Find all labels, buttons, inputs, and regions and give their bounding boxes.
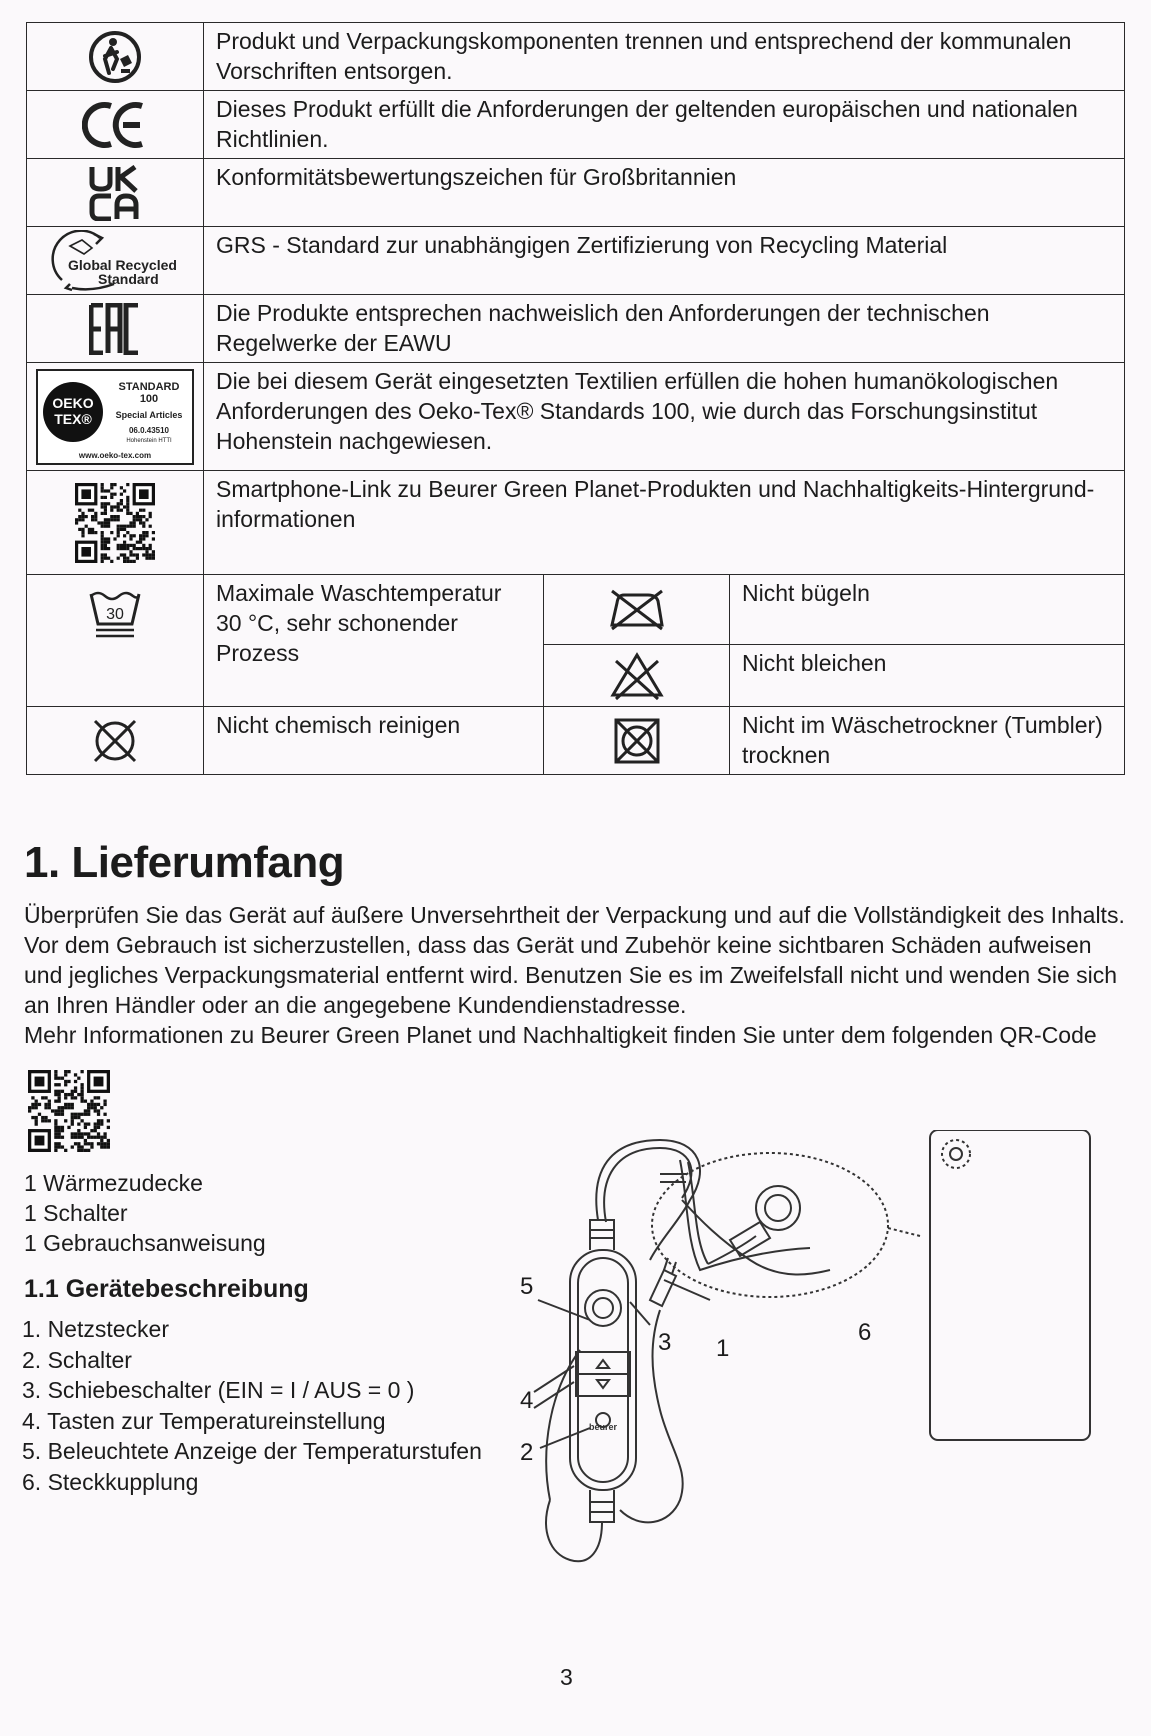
list-item: 4. Tasten zur Temperatureinstellung (22, 1407, 386, 1434)
section-intro (24, 900, 1134, 1050)
symbol-text: Produkt und Verpackungskomponenten trennen und entsprechend der kommunalen Vorschriften entsorgen. (204, 23, 1125, 91)
ukca-mark-icon (27, 159, 204, 227)
symbol-table (26, 22, 1125, 775)
wash-30-icon (27, 575, 204, 707)
symbol-row-grs (27, 227, 1125, 295)
care-text-bleach: Nicht bleichen (730, 645, 1125, 707)
symbol-text: GRS - Standard zur unabhängigen Zertifizierung von Recycling Material (204, 227, 1125, 295)
list-item: 6. Steckkupplung (22, 1468, 199, 1495)
device-parts-list (22, 1314, 482, 1497)
care-text-wash: Maximale Waschtemperatur 30 °C, sehr schonender Prozess (204, 575, 544, 707)
grs-line1: Global Recycled (68, 256, 177, 273)
list-item: 5. Beleuchtete Anzeige der Temperaturstufen (22, 1438, 482, 1464)
qr-code-icon (27, 471, 204, 575)
device-diagram (510, 1130, 1120, 1570)
symbol-row-ce (27, 91, 1125, 159)
symbol-row-qr (27, 471, 1125, 575)
care-text-dryclean: Nicht chemisch reinigen (204, 707, 544, 775)
list-item: 1 Schalter (24, 1200, 128, 1226)
section-title: 1. Lieferumfang (24, 838, 345, 887)
list-item: 1. Netzstecker (22, 1316, 169, 1342)
list-item: 2. Schalter (22, 1346, 132, 1373)
care-text-tumble: Nicht im Wäschetrockner (Tumbler) trocknen (730, 707, 1125, 775)
symbol-text: Smartphone-Link zu Beurer Green Planet-Produkten und Nachhaltigkeits-Hintergrund-informationen (204, 471, 1125, 575)
ce-mark-icon (27, 91, 204, 159)
care-text-iron: Nicht bügeln (730, 575, 1125, 645)
recycle-person-icon (27, 23, 204, 91)
grs-line2: Standard (98, 270, 159, 287)
symbol-row-oeko-tex (27, 363, 1125, 471)
oeko-url: www.oeko-tex.com (78, 450, 152, 460)
symbol-text: Die bei diesem Gerät eingesetzten Textilien erfüllen die hohen humanökologischen Anforderungen des Oeko-Tex® Standards 100, wie durch das Forschungsinstitut Hohenstein nachgewiesen. (204, 363, 1125, 471)
symbol-row-disposal (27, 23, 1125, 91)
no-dryclean-icon (27, 707, 204, 775)
global-recycled-standard-logo (27, 227, 204, 295)
symbol-text: Dieses Produkt erfüllt die Anforderungen der geltenden europäischen und nationalen Richtlinien. (204, 91, 1125, 159)
care-row-dryclean-tumble (27, 707, 1125, 775)
oeko-brand2: TEX® (54, 410, 92, 427)
intro-paragraph: Mehr Informationen zu Beurer Green Planet und Nachhaltigkeit finden Sie unter dem folgenden QR-Code (24, 1022, 1097, 1048)
no-iron-icon (544, 575, 730, 645)
oeko-brand1: OEKO (52, 394, 94, 411)
oeko-standard: STANDARD (118, 380, 180, 393)
symbol-text: Konformitätsbewertungszeichen für Großbritannien (204, 159, 1125, 227)
symbol-text: Die Produkte entsprechen nachweislich den Anforderungen der technischen Regelwerke der EAWU (204, 295, 1125, 363)
oeko-category: Special Articles (115, 409, 183, 420)
eac-mark-icon (27, 295, 204, 363)
diagram-label-4: 4 (520, 1387, 534, 1414)
intro-paragraph: Überprüfen Sie das Gerät auf äußere Unversehrtheit der Verpackung und auf die Vollständigkeit des Inhalts. Vor dem Gebrauch ist sicherzustellen, dass das Gerät und Zubehör keine sichtbaren Schäden aufweisen und jegliches Verpackungsmaterial entfernt wird. Benutzen Sie es im Zweifelsfall nicht und wenden Sie sich an Ihren Händler oder an die angegebene Kundendienstadresse. (24, 902, 1125, 1018)
subsection-title: 1.1 Gerätebeschreibung (24, 1275, 309, 1303)
brand-logo: beurer (588, 1422, 618, 1432)
symbol-row-ukca (27, 159, 1125, 227)
oeko-cert: 06.0.43510 (128, 425, 170, 435)
diagram-label-1: 1 (716, 1335, 730, 1362)
page-number: 3 (560, 1664, 573, 1690)
diagram-label-2: 2 (520, 1439, 534, 1466)
care-row-wash-iron (27, 575, 1125, 645)
diagram-label-3: 3 (658, 1329, 672, 1356)
oeko-tex-label (27, 363, 204, 471)
oeko-institute: Hohenstein HTTI (126, 437, 172, 444)
symbol-row-eac (27, 295, 1125, 363)
list-item: 1 Gebrauchsanweisung (24, 1230, 266, 1256)
diagram-label-6: 6 (858, 1319, 872, 1346)
delivery-items (24, 1168, 266, 1258)
list-item: 3. Schiebeschalter (EIN = I / AUS = 0 ) (22, 1377, 415, 1403)
no-bleach-icon (544, 645, 730, 707)
no-tumble-dry-icon (544, 707, 730, 775)
list-item: 1 Wärmezudecke (24, 1170, 203, 1196)
diagram-label-5: 5 (520, 1273, 534, 1300)
wash-temp: 30 (106, 605, 124, 623)
qr-code-icon[interactable] (28, 1070, 110, 1157)
oeko-number: 100 (139, 392, 159, 405)
